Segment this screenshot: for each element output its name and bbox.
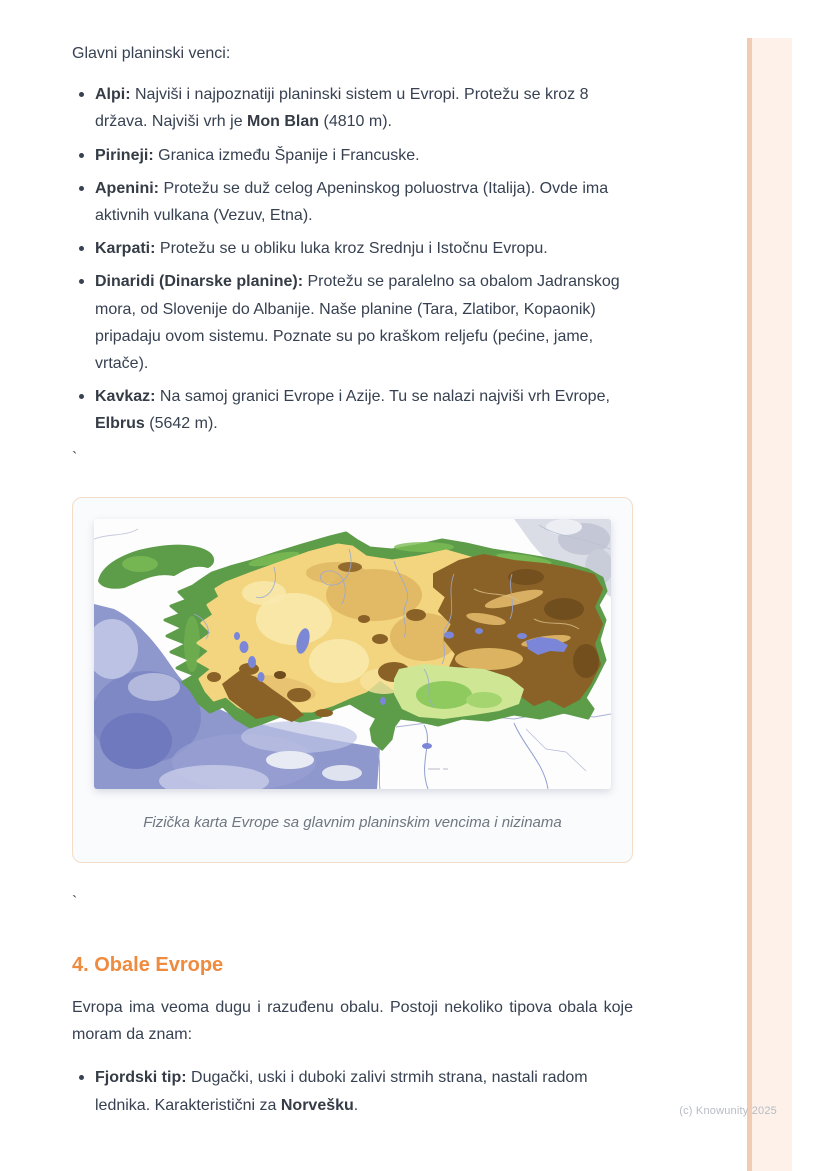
term-label: Dinaridi (Dinarske planine): [95,273,304,291]
item-text: Dugački, uski i duboki zalivi strmih strana, nastali radom lednika. Karakteristični za [95,1069,588,1114]
list-item-alpi [72,81,633,135]
list-item-apenini [72,175,633,229]
page-edge-strip [747,38,792,1171]
item-bold: Norvešku [280,1096,354,1114]
physical-map-image [94,519,611,789]
list-item-fjordski [72,1064,633,1118]
list-item-kavkaz [72,383,633,437]
item-bold: Elbrus [95,415,145,433]
term-label: Apenini: [95,179,159,197]
coast-type-list [72,1064,633,1118]
term-label: Pirineji: [95,146,154,164]
term-label: Karpati: [95,240,156,258]
item-text: Najviši i najpoznatiji planinski sistem u Evropi. Protežu se kroz 8 država. Najviši vrh je [95,86,589,131]
section-heading: 4. Obale Evrope [72,954,224,977]
mountain-range-list [72,81,633,437]
item-text: Na samoj granici Evrope i Azije. Tu se nalazi najviši vrh Evrope, [155,388,610,406]
item-text: Protežu se paralelno sa obalom Jadranskog mora, od Slovenije do Albanije. Naše planine (Tara, Zlatibor, Kopaonik) pripadaju ovom sistemu. Poznate su po kraškom reljefu (pećine, jame, vrtače). [95,273,620,372]
item-text: Protežu se u obliku luka kroz Srednju i Istočnu Evropu. [155,240,548,258]
stray-backtick: ` [72,450,78,468]
item-text: . [353,1096,359,1114]
figure-card [72,497,633,863]
section-paragraph: Evropa ima veoma dugu i razuđenu obalu. Postoji nekoliko tipova obala koje moram da znam: [72,999,633,1044]
intro-line: Glavni planinski venci: [72,45,231,62]
list-item-dinaridi [72,268,633,377]
figure-caption: Fizička karta Evrope sa glavnim planinskim vencima i nizinama [143,813,562,831]
term-label: Fjordski tip: [95,1069,187,1087]
list-item-pirineji [72,142,633,169]
item-text: (4810 m). [319,113,392,131]
watermark: (c) Knowunity 2025 [679,1105,777,1117]
item-text: Protežu se duž celog Apeninskog poluostrva (Italija). Ovde ima aktivnih vulkana (Vezuv, Etna). [95,179,609,224]
item-bold: Mon Blan [247,113,320,131]
term-label: Kavkaz: [95,388,156,406]
list-item-karpati [72,235,633,262]
term-label: Alpi: [95,86,131,104]
item-text: Granica između Španije i Francuske. [153,146,420,164]
item-text: (5642 m). [144,415,218,433]
stray-backtick: ` [72,893,78,911]
